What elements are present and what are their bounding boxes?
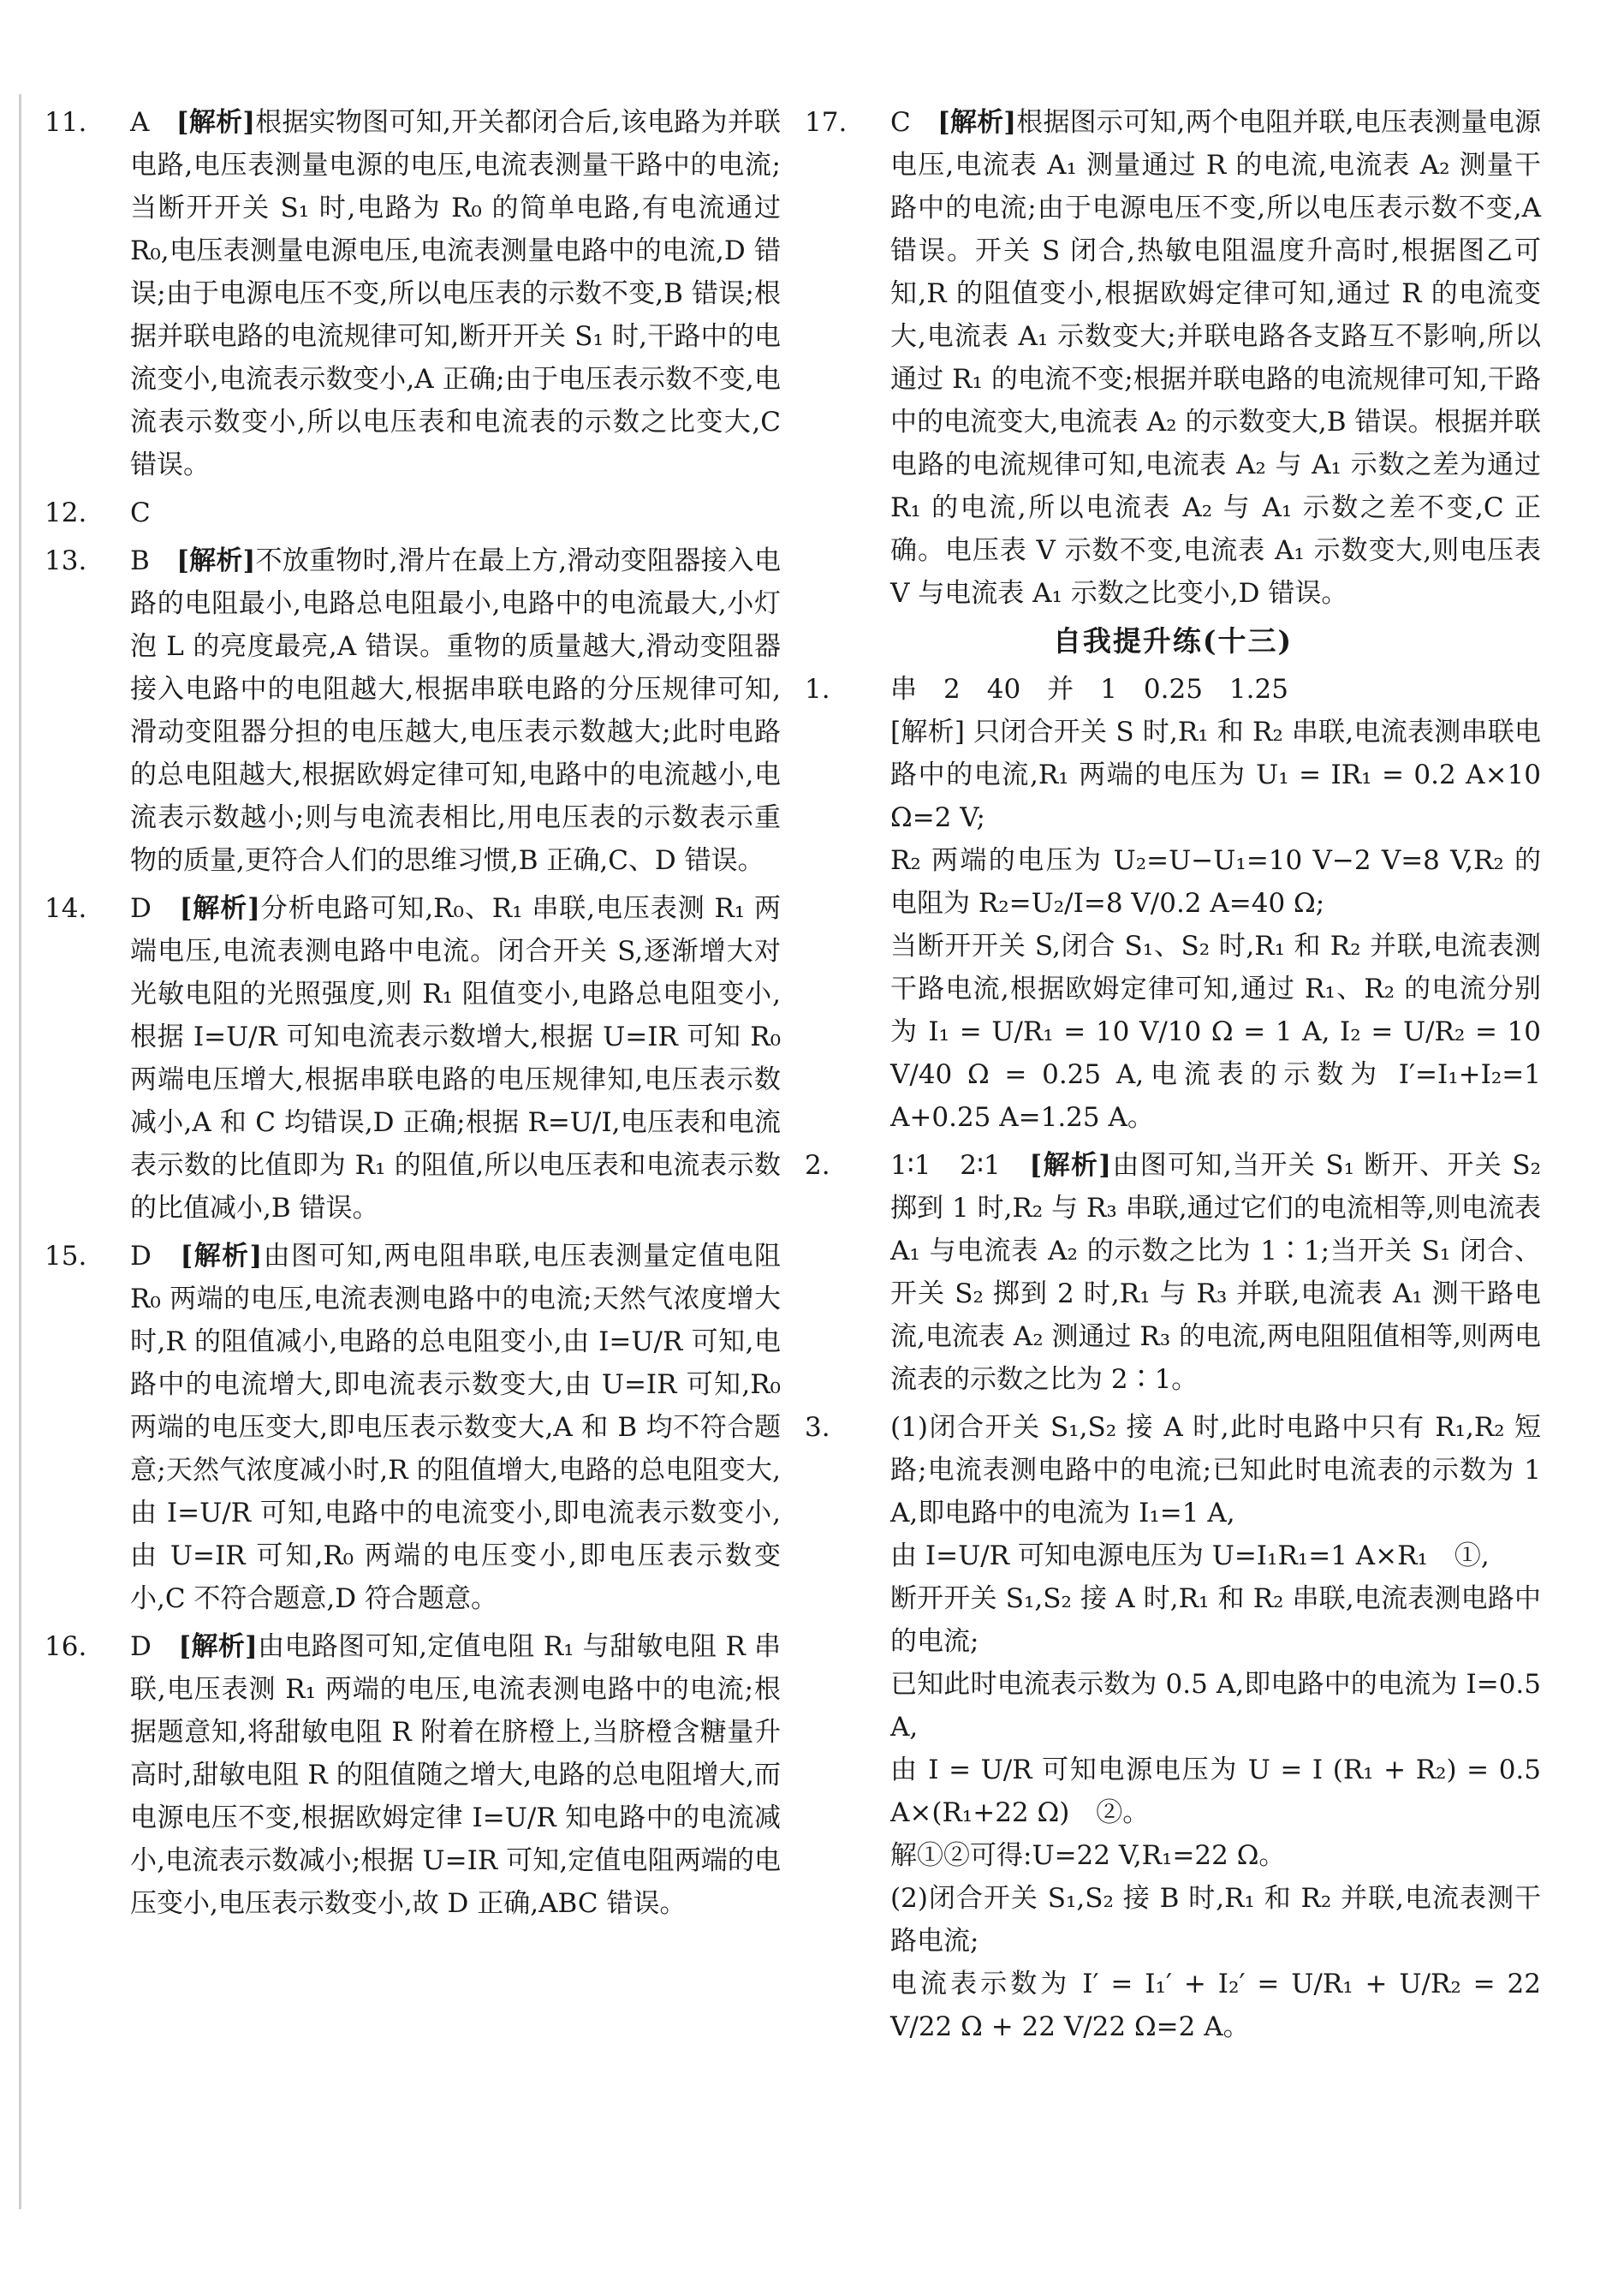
answer-choice: C — [130, 498, 151, 528]
solution-line: 由 I = U/R 可知电源电压为 U = I (R₁ + R₂) = 0.5 A×(R₁+22 Ω) ②。 — [890, 1755, 1541, 1828]
answer-item-11 — [45, 101, 781, 486]
section-title: 自我提升练(十三) — [1052, 624, 1294, 658]
solution-line: R₂ 两端的电压为 U₂=U−U₁=10 V−2 V=8 V,R₂ 的电阻为 R₂=U₂/I=8 V/0.2 A=40 Ω; — [890, 845, 1541, 919]
item-number: 2. — [805, 1150, 830, 1181]
item-number: 12. — [45, 498, 87, 528]
item-number: 13. — [45, 545, 87, 576]
solution-line: (2)闭合开关 S₁,S₂ 接 B 时,R₁ 和 R₂ 并联,电流表测干路电流; — [890, 1883, 1541, 1957]
analysis-tag: [解析] — [178, 1631, 258, 1662]
answer-choice: D — [130, 1631, 152, 1662]
answer-item-12 — [45, 492, 781, 534]
answer-choice: D — [130, 893, 152, 924]
item-number: 16. — [45, 1631, 87, 1662]
answer-item-14 — [45, 887, 781, 1230]
item-number: 17. — [805, 107, 848, 138]
answer-blanks: 1∶1 2∶1 — [890, 1150, 1001, 1181]
item-number: 11. — [45, 107, 87, 138]
solution-line: 当断开开关 S,闭合 S₁、S₂ 时,R₁ 和 R₂ 并联,电流表测干路电流,根据欧姆定律可知,通过 R₁、R₂ 的电流分别为 I₁ = U/R₁ = 10 V/10 Ω = 1 A, I₂ = U/R₂ = 10 V/40 Ω = 0.25 A,电流表的示数为 I′=I₁+I₂=1 A+0.25 A=1.25 A。 — [890, 931, 1541, 1133]
analysis-text: 由图可知,两电阻串联,电压表测量定值电阻 R₀ 两端的电压,电流表测电路中的电流;天然气浓度增大时,R 的阻值减小,电路的总电阻变小,由 I=U/R 可知,电路中的电流增大,即电流表示数变大,由 U=IR 可知,R₀ 两端的电压变大,即电压表示数变大,A 和 B 均不符合题意;天然气浓度减小时,R 的阻值增大,电路的总电阻变大,由 I=U/R 可知,电路中的电流变小,即电流表示数变小,由 U=IR 可知,R₀ 两端的电压变小,即电压表示数变小,C 不符合题意,D 符合题意。 — [130, 1241, 781, 1614]
analysis-tag: [解析] — [180, 1241, 263, 1272]
right-column — [805, 101, 1541, 2053]
answer-item-16 — [45, 1625, 781, 1925]
answer-item-15 — [45, 1235, 781, 1620]
solution-line: 由 I=U/R 可知电源电压为 U=I₁R₁=1 A×R₁ ①, — [890, 1540, 1490, 1571]
solution-line: 解①②可得:U=22 V,R₁=22 Ω。 — [890, 1840, 1286, 1871]
answer-choice: A — [130, 107, 150, 138]
analysis-tag: [解析] — [937, 107, 1017, 138]
analysis-tag: [解析] — [175, 107, 255, 138]
answer-choice: C — [890, 107, 911, 138]
answer-choice: B — [130, 545, 150, 576]
solution-line: (1)闭合开关 S₁,S₂ 接 A 时,此时电路中只有 R₁,R₂ 短路;电流表测电路中的电流;已知此时电流表的示数为 1 A,即电路中的电流为 I₁=1 A, — [890, 1412, 1541, 1528]
analysis-text: 分析电路可知,R₀、R₁ 串联,电压表测 R₁ 两端电压,电流表测电路中电流。闭合开关 S,逐渐增大对光敏电阻的光照强度,则 R₁ 阻值变小,电路总电阻变小,根据 I=U/R 可知电流表示数增大,根据 U=IR 可知 R₀ 两端电压增大,根据串联电路的电压规律知,电压表示数减小,A 和 C 均错误,D 正确;根据 R=U/I,电压表和电流表示数的比值即为 R₁ 的阻值,所以电压表和电流表示数的比值减小,B 错误。 — [130, 893, 782, 1224]
solution-line: 断开开关 S₁,S₂ 接 A 时,R₁ 和 R₂ 串联,电流表测电路中的电流; — [890, 1583, 1541, 1657]
practice-item-3 — [805, 1406, 1541, 2048]
margin-bar — [19, 94, 21, 2209]
item-number: 15. — [45, 1241, 87, 1272]
answer-item-13 — [45, 539, 781, 882]
practice-item-1 — [805, 668, 1541, 1139]
answer-choice: D — [130, 1241, 152, 1272]
answer-blanks: 串 2 40 并 1 0.25 1.25 — [890, 674, 1288, 705]
practice-item-2 — [805, 1144, 1541, 1401]
left-column — [45, 101, 781, 1930]
answer-item-17 — [805, 101, 1541, 615]
analysis-tag: [解析] — [176, 545, 256, 576]
solution-line: 电流表示数为 I′ = I₁′ + I₂′ = U/R₁ + U/R₂ = 22 V/22 Ω + 22 V/22 Ω=2 A。 — [890, 1969, 1541, 2042]
analysis-tag: [解析] — [179, 893, 260, 924]
analysis-text: 不放重物时,滑片在最上方,滑动变阻器接入电路的电阻最小,电路总电阻最小,电路中的电流最大,小灯泡 L 的亮度最亮,A 错误。重物的质量越大,滑动变阻器接入电路中的电阻越大,根据串联电路的分压规律可知,滑动变阻器分担的电压越大,电压表示数越大;此时电路的总电阻越大,根据欧姆定律可知,电路中的电流越小,电流表示数越小;则与电流表相比,用电压表的示数表示重物的质量,更符合人们的思维习惯,B 正确,C、D 错误。 — [130, 545, 781, 876]
analysis-tag: [解析] — [1029, 1150, 1111, 1181]
analysis-text: 由电路图可知,定值电阻 R₁ 与甜敏电阻 R 串联,电压表测 R₁ 两端的电压,电流表测电路中的电流;根据题意知,将甜敏电阻 R 附着在脐橙上,当脐橙含糖量升高时,甜敏电阻 R 的阻值随之增大,电路的总电阻增大,而电源电压不变,根据欧姆定律 I=U/R 知电路中的电流减小,电流表示数减小;根据 U=IR 可知,定值电阻两端的电压变小,电压表示数变小,故 D 正确,ABC 错误。 — [130, 1631, 781, 1919]
solution-line: [解析] 只闭合开关 S 时,R₁ 和 R₂ 串联,电流表测串联电路中的电流,R₁ 两端的电压为 U₁ = IR₁ = 0.2 A×10 Ω=2 V; — [890, 717, 1541, 833]
item-number: 14. — [45, 893, 87, 924]
analysis-text: 由图可知,当开关 S₁ 断开、开关 S₂ 掷到 1 时,R₂ 与 R₃ 串联,通过它们的电流相等,则电流表 A₁ 与电流表 A₂ 的示数之比为 1∶1;当开关 S₁ 闭合、开关 S₂ 掷到 2 时,R₁ 与 R₃ 并联,电流表 A₁ 测干路电流,电流表 A₂ 测通过 R₃ 的电流,两电阻阻值相等,则两电流表的示数之比为 2∶1。 — [890, 1150, 1542, 1395]
item-number: 1. — [805, 674, 830, 705]
item-number: 3. — [805, 1412, 830, 1443]
analysis-text: 根据实物图可知,开关都闭合后,该电路为并联电路,电压表测量电源的电压,电流表测量干路中的电流;当断开开关 S₁ 时,电路为 R₀ 的简单电路,有电流通过 R₀,电压表测量电源电压,电流表测量电路中的电流,D 错误;由于电源电压不变,所以电压表的示数不变,B 错误;根据并联电路的电流规律可知,断开开关 S₁ 时,干路中的电流变小,电流表示数变小,A 正确;由于电压表示数不变,电流表示数变小,所以电压表和电流表的示数之比变大,C 错误。 — [130, 107, 781, 480]
solution-line: 已知此时电流表示数为 0.5 A,即电路中的电流为 I=0.5 A, — [890, 1669, 1541, 1743]
analysis-text: 根据图示可知,两个电阻并联,电压表测量电源电压,电流表 A₁ 测量通过 R 的电流,电流表 A₂ 测量干路中的电流;由于电源电压不变,所以电压表示数不变,A 错误。开关 S 闭合,热敏电阻温度升高时,根据图乙可知,R 的阻值变小,根据欧姆定律可知,通过 R 的电流变大,电流表 A₁ 示数变大;并联电路各支路互不影响,所以通过 R₁ 的电流不变;根据并联电路的电流规律可知,干路中的电流变大,电流表 A₂ 的示数变大,B 错误。根据并联电路的电流规律可知,电流表 A₂ 与 A₁ 示数之差为通过 R₁ 的电流,所以电流表 A₂ 与 A₁ 示数之差不变,C 正确。电压表 V 示数不变,电流表 A₁ 示数变大,则电压表 V 与电流表 A₁ 示数之比变小,D 错误。 — [890, 107, 1541, 609]
